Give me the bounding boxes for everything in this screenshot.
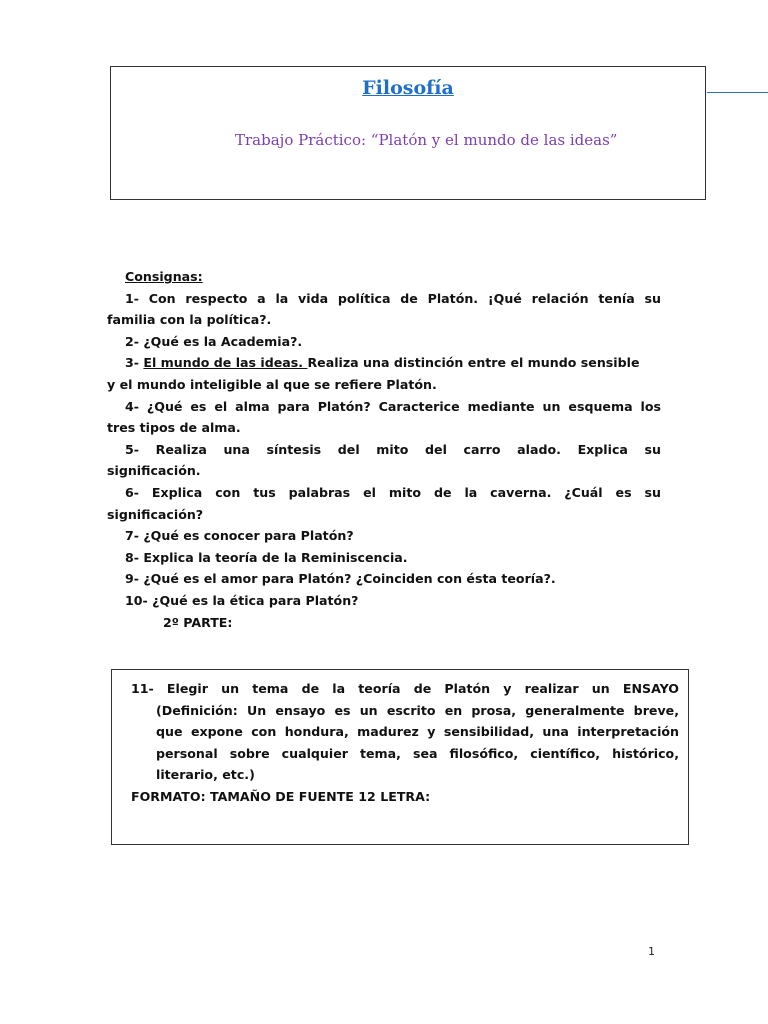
question-4-line-1: 4- ¿Qué es el alma para Platón? Caracterice mediante un esquema los: [125, 398, 661, 414]
question-3-line-2: y el mundo inteligible al que se refiere Platón.: [107, 376, 437, 392]
ensayo-line-5: literario, etc.): [156, 767, 255, 783]
question-8: 8- Explica la teoría de la Reminiscencia.: [125, 549, 408, 565]
consignas-heading: Consignas:: [125, 269, 203, 284]
question-5-line-2: significación.: [107, 463, 201, 479]
formato-line: FORMATO: TAMAÑO DE FUENTE 12 LETRA:: [131, 788, 431, 804]
part-2-heading: 2º PARTE:: [163, 614, 233, 630]
question-1-line-1: 1- Con respecto a la vida política de Platón. ¡Qué relación tenía su: [125, 290, 661, 306]
question-7: 7- ¿Qué es conocer para Platón?: [125, 528, 354, 544]
page-number: 1: [648, 945, 655, 958]
question-4-line-2: tres tipos de alma.: [107, 420, 241, 436]
header-box: [110, 66, 706, 200]
question-2: 2- ¿Qué es la Academia?.: [125, 333, 303, 349]
question-3-rest: Realiza una distinción entre el mundo sensible: [307, 355, 640, 371]
question-3-underlined: El mundo de las ideas.: [143, 355, 308, 371]
ensayo-box: [111, 669, 689, 845]
question-9: 9- ¿Qué es el amor para Platón? ¿Coinciden con ésta teoría?.: [125, 571, 556, 587]
question-6-line-1: 6- Explica con tus palabras el mito de la caverna. ¿Cuál es su: [125, 484, 661, 500]
question-1-line-2: familia con la política?.: [107, 312, 272, 328]
question-10: 10- ¿Qué es la ética para Platón?: [125, 592, 359, 608]
document-subtitle: Trabajo Práctico: “Platón y el mundo de las ideas”: [235, 131, 618, 149]
question-3-number: 3-: [125, 355, 144, 371]
ensayo-line-4: personal sobre cualquier tema, sea filosófico, científico, histórico,: [156, 745, 679, 761]
consignas-section: [107, 266, 661, 633]
question-6-line-2: significación?: [107, 506, 204, 522]
document-title: Filosofía: [362, 77, 454, 99]
header-rule: [707, 92, 768, 93]
question-3-line-1: [107, 352, 661, 374]
ensayo-line-3: que expone con hondura, madurez y sensibilidad, una interpretación: [156, 724, 679, 740]
ensayo-content: [131, 678, 679, 808]
ensayo-line-2: (Definición: Un ensayo es un escrito en prosa, generalmente breve,: [156, 702, 679, 718]
question-5-line-1: 5- Realiza una síntesis del mito del carro alado. Explica su: [125, 441, 661, 457]
ensayo-line-1: 11- Elegir un tema de la teoría de Platón y realizar un ENSAYO: [131, 681, 679, 696]
